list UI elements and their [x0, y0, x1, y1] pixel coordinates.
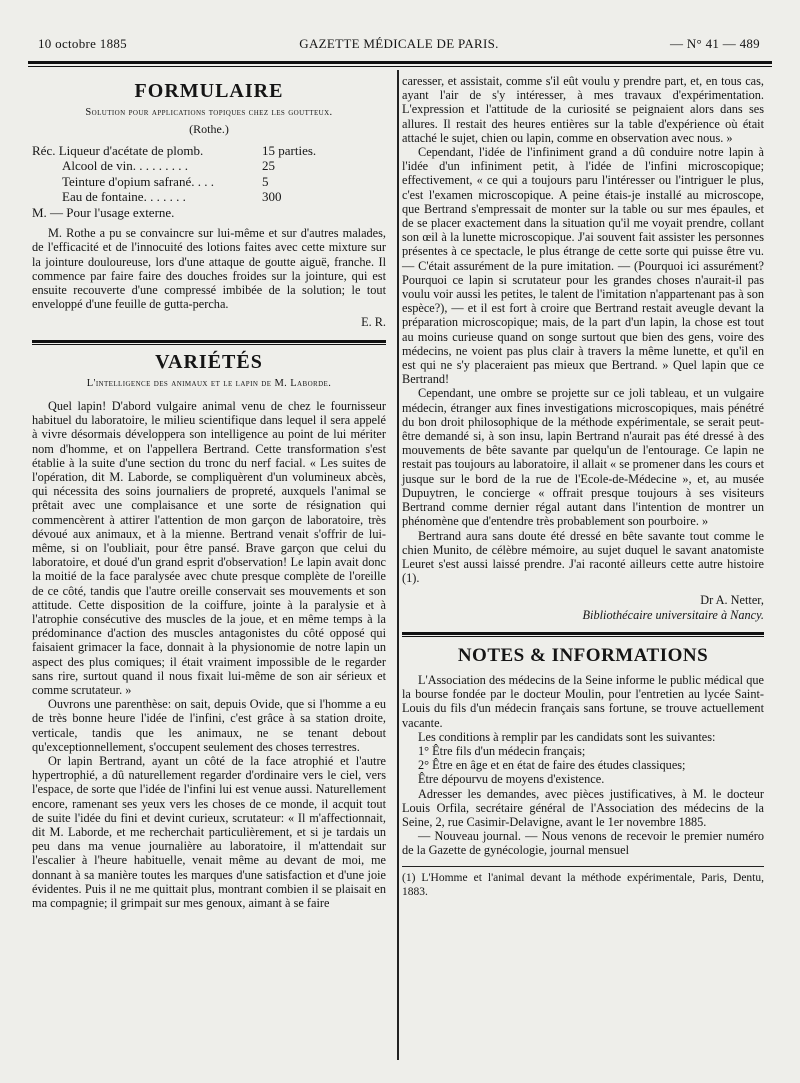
formulaire-text: M. Rothe a pu se convaincre sur lui-même et sur d'autres malades, de l'efficacité et de l'innocuité des lotions faites avec cette mixture sur la jointure douloureuse, lors d'une attaque de goutte aiguë, franche. Il commence par faire faire des douches froides sur la jointure, qui est ensuite recouverte d'une compressé imbibée de la solution; le tout enveloppé d'une feuille de gutta-percha.	[32, 226, 386, 312]
recipe-qty: 25	[262, 158, 275, 174]
notes-title: NOTES & INFORMATIONS	[457, 644, 709, 666]
formulaire-title: FORMULAIRE	[134, 80, 284, 102]
formulaire-signature: E. R.	[361, 315, 386, 330]
varietes-continued-paragraph: Cependant, une ombre se projette sur ce joli tableau, et un vulgaire médecin, étranger aux fines investigations microscopiques, mais pénétré du bon droit philosophique de la méthode expérimentale, se serait peut-être demandé si, à son insu, lapin Bertrand n'aurait pas été dressé à des mouvements de bête savante par quelqu'un de l'entourage. Ce lapin ne restait pas toujours au laboratoire, il allait « se promener dans les cours et jusque sur le bord de la rue de l'Ecole-de-Médecine », et, au musée Dupuytren, le concierge « offrait presque toujours à ses visiteurs Bertrand comme dernier régal autant dans l'intention de montrer un phénomène que d'entendre très probablement son pourboire. »	[402, 386, 764, 529]
notes-paragraph: 2° Être en âge et en état de faire des études classiques;	[418, 758, 686, 773]
recipe-row	[32, 143, 386, 159]
article-author: Dr A. Netter,	[700, 593, 764, 608]
recipe-item: Réc. Liqueur d'acétate de plomb.	[32, 142, 204, 158]
article-author-title: Bibliothécaire universitaire à Nancy.	[582, 607, 764, 622]
header-journal-title: GAZETTE MÉDICALE DE PARIS.	[299, 36, 499, 51]
recipe-qty: 15 parties.	[262, 142, 317, 158]
formulaire-subtitle: Solution pour applications topiques chez les goutteux.	[85, 107, 333, 119]
section-rule	[402, 632, 764, 635]
header-rule	[28, 61, 772, 64]
varietes-subtitle: L'intelligence des animaux et le lapin de M. Laborde.	[86, 377, 332, 389]
formulaire-author: (Rothe.)	[189, 122, 229, 137]
notes-paragraph: 1° Être fils d'un médecin français;	[418, 743, 586, 758]
right-column	[402, 74, 764, 899]
varietes-continued-paragraph: Cependant, l'idée de l'infiniment grand a dû conduire notre lapin à l'idée d'un infiniment petit, à l'idée de l'infini microscopique; effectivement, « ce qui a toujours paru l'intéresser ou l'intriguer le plus, c'est l'examen microscopique. A peine étais-je installé au microscope, que Bertrand s'empressait de monter sur la table ou sur mes épaules, et de se placer exactement dans la situation qu'il me voyait prendre, collant son œil à la lunette microscopique. J'ai souvent fait assister les personnes présentes à ce spectacle, le plus étrange de cette sorte qui puisse être vu. — C'était assurément de la pure imitation. — (Pourquoi ici assurément? Pourquoi ce lapin si scrutateur pour les grandes choses n'aurait-il pas voulu voir aussi les petites, le talent de l'imitation n'appartenant pas à son espèce?), — et il est fort à croire que Bertrand restait aveugle devant la préparation microscopique; mais, de la part d'un lapin, la chose est tout au moins curieuse quand on songe surtout que bien des gens, voire des médecins, ne voient pas plus clair à travers la même lunette, et qu'il en est qui ne s'y placeraient pas mieux que Bertrand. » Quel lapin que ce Bertrand!	[402, 145, 764, 387]
notes-paragraph: — Nouveau journal. — Nous venons de recevoir le premier numéro de la Gazette de gynécologie, journal mensuel	[402, 829, 764, 858]
recipe-row	[32, 189, 386, 205]
column-divider	[397, 70, 399, 1060]
header-rule-thin	[28, 66, 772, 67]
varietes-paragraph: Quel lapin! D'abord vulgaire animal venu de chez le fournisseur habituel du laboratoire, le milieu scientifique dans lequel il sera appelé à vivre désormais développera son intelligence au point de lui mériter nom d'homme, et on l'appellera Bertrand. Cette transformation s'est établie à la suite d'une section du tronc du nerf facial. « Les suites de l'opération, dit M. Laborde, se compliquèrent d'un volumineux abcès, qui nécessita des soins journaliers de propreté, auxquels l'animal se prêtait avec une complaisance et une sorte de résignation qui commencèrent à attirer l'attention de mon garçon de laboratoire, très dévoué aux animaux, et à la mienne. Bertrand venait s'offrir de lui-même, si on l'oubliait, pour être pansé. Brave garçon que celui du laboratoire, et doué d'un grand esprit d'observation! Le lapin avait donc la moitié de la face paralysée avec chute presque complète de l'oreille de ce côté, tandis que l'autre oreille conservait ses mouvements et son attitude. Cette disposition de la coiffure, jointe à la paralysie et à l'atrophie consécutive des muscles de la joue, et en même temps à la prédominance d'action des muscles antagonistes du côté opposé qui faisaient grimacer la face, donnait à la physionomie de notre lapin un aspect des plus comiques; il était vraiment impossible de le regarder sans rire, surtout quand il nous fixait lui-même de son air sérieux et comme scrutateur. »	[32, 398, 386, 697]
varietes-paragraph: Or lapin Bertrand, ayant un côté de la face atrophié et l'autre hypertrophié, a dû naturellement regarder d'ordinaire vers le ciel, vers l'espace, de sorte que l'idée de l'infini lui est venue aussi. Naturellement encore, ramenant ses yeux vers les choses de ce monde, il acquit tout de suite l'idée du fini et devint curieux, scrutateur: « Il m'affectionnait, dit M. Laborde, et me recherchait particulièrement, et si je tardais un peu dans ma venue journalière au laboratoire, il m'attendait sur l'escalier à l'heure habituelle, venait même au devant de moi, me donnant à sa manière toutes les marques d'une satisfaction et d'une joie évidentes. Puis il ne me quittait plus, montrant combien il se plaisait en ma compagnie; il grimpait sur mes genoux, aimant à se faire	[32, 754, 386, 911]
varietes-title: VARIÉTÉS	[155, 350, 263, 373]
section-rule	[32, 340, 386, 343]
left-column	[32, 74, 386, 910]
recipe-row	[32, 174, 386, 190]
recipe-item: Teinture d'opium safrané. . . .	[62, 173, 214, 189]
section-rule-thin	[32, 344, 386, 345]
recipe-qty: 300	[262, 189, 282, 205]
notes-paragraph: Les conditions à remplir par les candidats sont les suivantes:	[418, 729, 716, 744]
footnote: (1) L'Homme et l'animal devant la méthode expérimentale, Paris, Dentu, 1883.	[402, 871, 764, 898]
recipe-usage: M. — Pour l'usage externe.	[32, 204, 175, 220]
recipe-item: Alcool de vin. . . . . . . . .	[62, 158, 189, 174]
recipe-list	[32, 143, 386, 221]
header-date: 10 octobre 1885	[38, 36, 127, 51]
section-rule-thin	[402, 636, 764, 637]
recipe-item: Eau de fontaine. . . . . . .	[62, 189, 186, 205]
varietes-paragraph: Ouvrons une parenthèse: on sait, depuis Ovide, que si l'homme a eu de très bonne heure l'idée de l'infini, c'est grâce à sa station droite, verticale, tandis que les animaux, ne se tenant debout qu'exceptionnellement, s'occupent seulement des choses terrestres.	[32, 697, 386, 754]
page-header	[38, 36, 760, 58]
varietes-continued-paragraph: caresser, et assistait, comme s'il eût voulu y prendre part, et, en tous cas, ayant l'air de s'y intéresser, à mes travaux d'expérimentation. L'expression et l'attitude de la curiosité se peignaient alors dans ses allures. Il restait des heures entières sur la table d'expérience où était attaché le sujet, chien ou lapin, comme en observation avec nous. »	[402, 74, 764, 145]
footnote-rule	[402, 866, 764, 867]
notes-paragraph: L'Association des médecins de la Seine informe le public médical que la bourse fondée par le docteur Moulin, pour l'entretien au lycée Saint-Louis du fils d'un médecin français sans fortune, se trouve actuellement vacante.	[402, 672, 764, 730]
recipe-qty: 5	[262, 173, 269, 189]
varietes-continued-paragraph: Bertrand aura sans doute été dressé en bête savante tout comme le chien Munito, de célèbre mémoire, au sujet duquel le savant anatomiste Leuret s'est aussi laissé prendre. J'ai raconté ailleurs cette autre histoire (1).	[402, 528, 764, 586]
notes-paragraph: Être dépourvu de moyens d'existence.	[418, 772, 605, 787]
notes-paragraph: Adresser les demandes, avec pièces justificatives, à M. le docteur Louis Orfila, secrétaire général de l'Association des médecins de la Seine, 2, rue Casimir-Delavigne, avant le 1er novembre 1885.	[402, 786, 764, 829]
header-issue-page: — N° 41 — 489	[670, 36, 760, 51]
recipe-row	[32, 158, 386, 174]
